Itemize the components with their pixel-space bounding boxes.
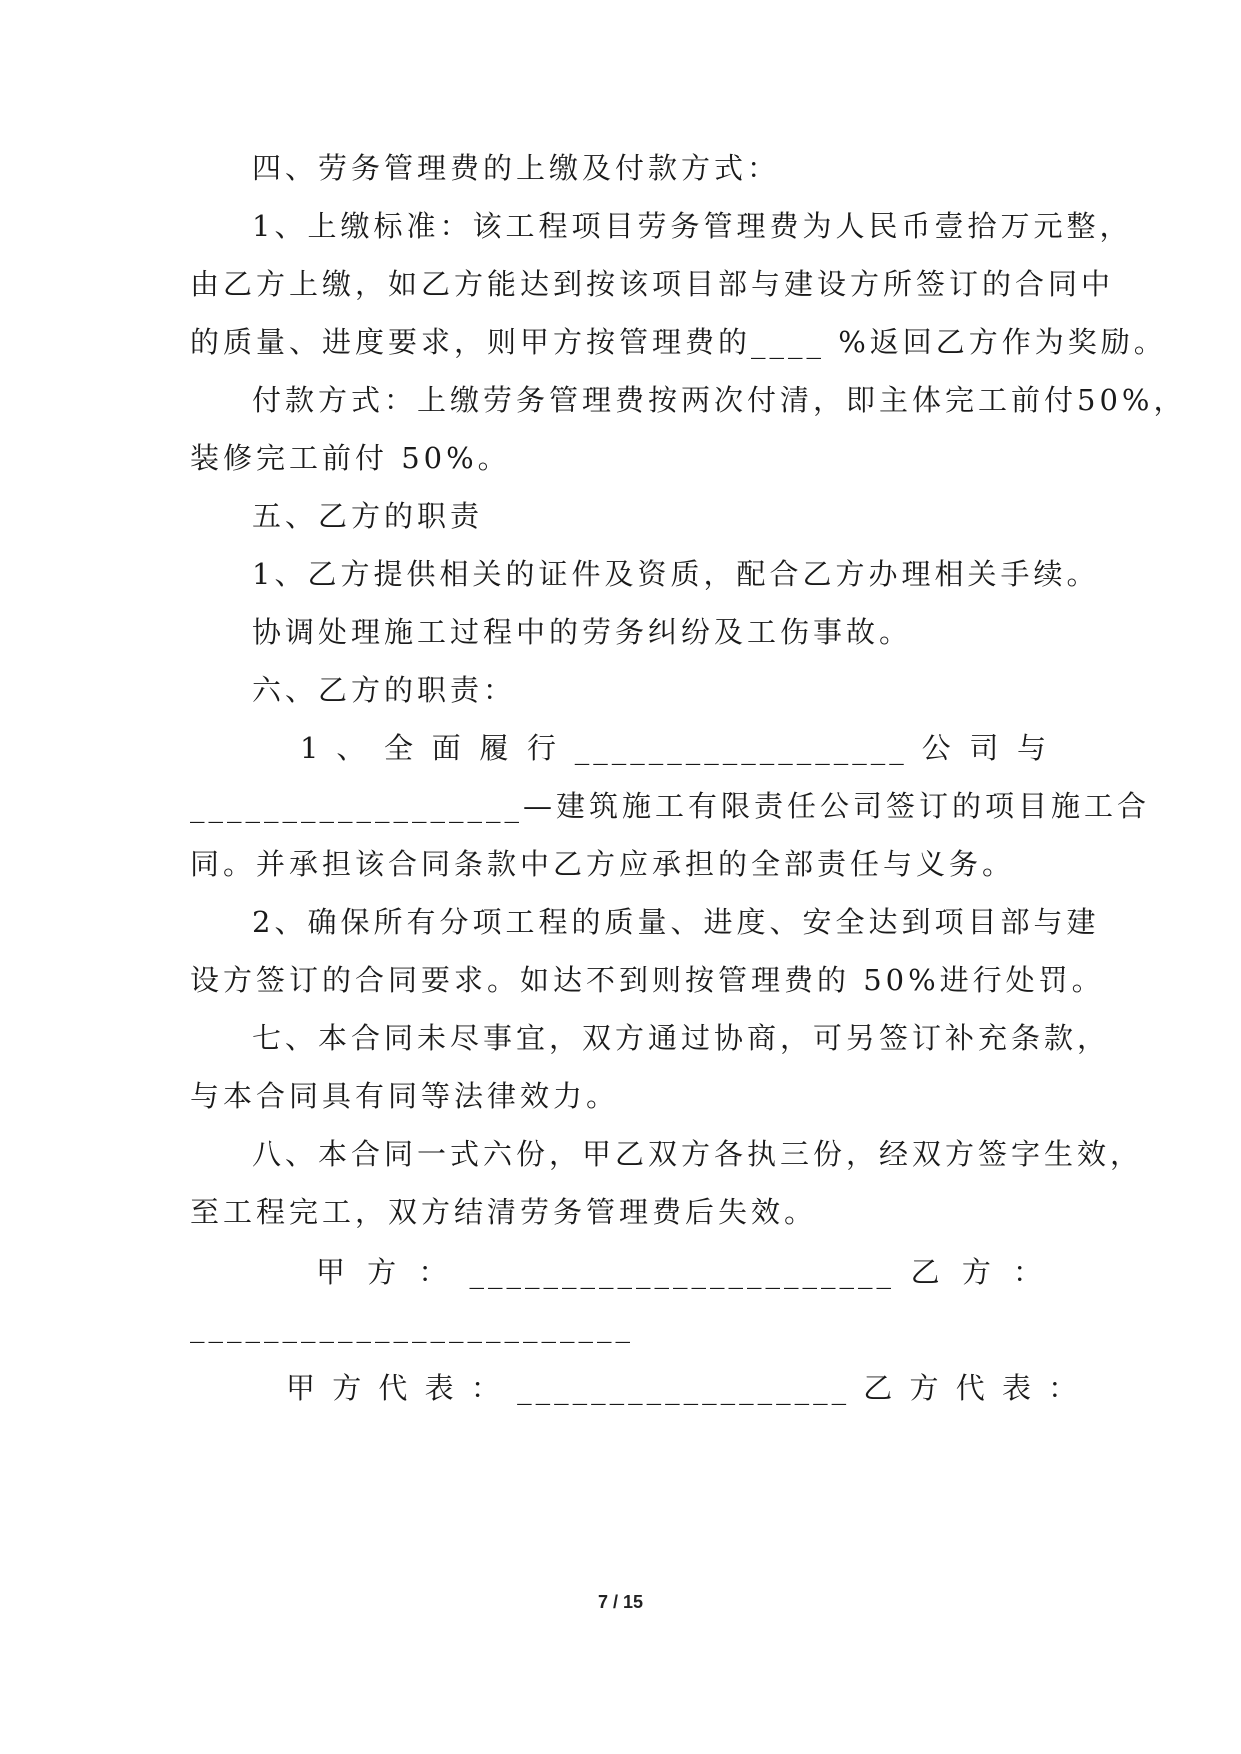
paragraph-line: 同。并承担该合同条款中乙方应承担的全部责任与义务。 <box>190 847 1016 881</box>
paragraph-line: 至工程完工，双方结清劳务管理费后失效。 <box>190 1195 818 1229</box>
signature-line-party-a: 甲 方 ： _______________________ 乙 方 ： <box>316 1255 1046 1289</box>
paragraph-line: 的质量、进度要求，则甲方按管理费的____ %返回乙方作为奖励。 <box>190 325 1167 359</box>
section-8-line: 八、本合同一式六份，甲乙双方各执三份，经双方签字生效， <box>252 1137 1144 1171</box>
paragraph-line: 装修完工前付 50%。 <box>190 441 511 475</box>
signature-blank: ________________________ <box>190 1309 634 1343</box>
paragraph-line: 协调处理施工过程中的劳务纠纷及工伤事故。 <box>252 615 913 649</box>
paragraph-line: __________________—建筑施工有限责任公司签订的项目施工合 <box>190 789 1151 823</box>
section-5-heading: 五、乙方的职责 <box>252 499 484 533</box>
section-7-line: 七、本合同未尽事宜，双方通过协商，可另签订补充条款， <box>252 1021 1111 1055</box>
paragraph-line: 1、上缴标准：该工程项目劳务管理费为人民币壹拾万元整， <box>252 209 1133 243</box>
paragraph-line: 1 、 全 面 履 行 __________________ 公 司 与 <box>300 731 1050 765</box>
section-4-heading: 四、劳务管理费的上缴及付款方式： <box>252 151 781 185</box>
paragraph-line: 付款方式：上缴劳务管理费按两次付清，即主体完工前付50%， <box>252 383 1187 417</box>
paragraph-line: 设方签订的合同要求。如达不到则按管理费的 50%进行处罚。 <box>190 963 1105 997</box>
paragraph-line: 与本合同具有同等法律效力。 <box>190 1079 620 1113</box>
paragraph-line: 1、乙方提供相关的证件及资质，配合乙方办理相关手续。 <box>252 557 1100 591</box>
signature-line-representatives: 甲 方 代 表 ： __________________ 乙 方 代 表 ： <box>286 1371 1082 1405</box>
page-number: 7 / 15 <box>597 1592 644 1612</box>
paragraph-line: 2、确保所有分项工程的质量、进度、安全达到项目部与建 <box>252 905 1100 939</box>
section-6-heading: 六、乙方的职责： <box>252 673 517 707</box>
paragraph-line: 由乙方上缴，如乙方能达到按该项目部与建设方所签订的合同中 <box>190 267 1115 301</box>
